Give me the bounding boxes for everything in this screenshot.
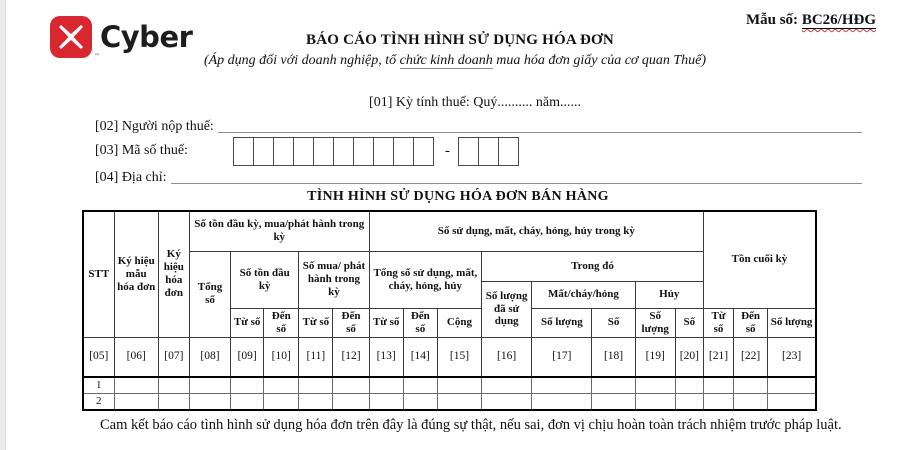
taxcode-box[interactable]	[273, 137, 294, 166]
col-header-tu-so: Từ số	[299, 308, 333, 337]
taxcode-box[interactable]	[353, 137, 374, 166]
taxcode-branch-box[interactable]	[478, 137, 499, 166]
empty-cell[interactable]	[231, 393, 264, 409]
subtitle-prefix: (Áp dụng đối với doanh nghiệp, tổ	[203, 53, 400, 68]
ref-number: [07]	[158, 337, 189, 377]
taxcode-box[interactable]	[333, 137, 354, 166]
ref-number: [23]	[768, 337, 816, 377]
col-header-tu-so: Từ số	[231, 308, 264, 337]
table-title: TÌNH HÌNH SỬ DỤNG HÓA ĐƠN BÁN HÀNG	[307, 189, 609, 204]
col-header-so: Số	[592, 308, 635, 337]
col-header-den-so: Đến số	[264, 308, 299, 337]
group-header-ton-dau-ky: Số tồn đầu kỳ, mua/phát hành trong kỳ	[189, 211, 369, 251]
empty-cell[interactable]	[158, 393, 189, 409]
taxcode-box[interactable]	[373, 137, 394, 166]
ref-number: [17]	[532, 337, 592, 377]
empty-cell[interactable]	[532, 377, 592, 393]
taxcode-box[interactable]	[413, 137, 434, 166]
empty-cell[interactable]	[369, 377, 403, 393]
empty-cell[interactable]	[114, 377, 158, 393]
document-subtitle	[0, 53, 900, 69]
empty-cell[interactable]	[734, 393, 768, 409]
table-row	[83, 377, 816, 393]
col-header-den-so: Đến số	[333, 308, 369, 337]
row-number: 2	[83, 393, 114, 409]
ref-number: [05]	[83, 337, 114, 377]
empty-cell[interactable]	[675, 393, 703, 409]
ref-number: [09]	[231, 337, 264, 377]
ref-number: [21]	[703, 337, 733, 377]
col-header-tu-so: Từ số	[703, 308, 733, 337]
ref-number: [16]	[482, 337, 532, 377]
empty-cell[interactable]	[703, 393, 733, 409]
form-code	[746, 12, 876, 29]
col-header-cong: Cộng	[437, 308, 481, 337]
ref-number: [20]	[675, 337, 703, 377]
ref-number: [22]	[734, 337, 768, 377]
empty-cell[interactable]	[369, 393, 403, 409]
col-header-tu-so: Từ số	[369, 308, 403, 337]
ref-number: [11]	[299, 337, 333, 377]
empty-cell[interactable]	[264, 377, 299, 393]
empty-cell[interactable]	[264, 393, 299, 409]
ref-number: [14]	[403, 337, 437, 377]
taxcode-box[interactable]	[253, 137, 274, 166]
empty-cell[interactable]	[482, 377, 532, 393]
field-period: [01] Kỳ tính thuế: Quý.......... năm......	[369, 95, 581, 110]
group-header-mat-chay-hong: Mất/cháy/hỏng	[532, 281, 635, 308]
reference-number-row	[83, 337, 816, 377]
row-number: 1	[83, 377, 114, 393]
address-label: [04] Địa chỉ:	[95, 170, 167, 185]
ref-number: [19]	[635, 337, 675, 377]
taxcode-boxes	[233, 137, 518, 166]
empty-cell[interactable]	[231, 377, 264, 393]
empty-cell[interactable]	[114, 393, 158, 409]
empty-cell[interactable]	[592, 377, 635, 393]
ref-number: [18]	[592, 337, 635, 377]
brand-name: Cyber	[100, 20, 193, 54]
empty-cell[interactable]	[437, 377, 481, 393]
empty-cell[interactable]	[635, 377, 675, 393]
empty-cell[interactable]	[189, 393, 230, 409]
taxcode-box[interactable]	[313, 137, 334, 166]
trademark-symbol: ™	[94, 53, 100, 60]
empty-cell[interactable]	[635, 393, 675, 409]
group-header-so-ton-dau-ky: Số tồn đầu kỳ	[231, 251, 299, 308]
form-code-label: Mẫu số:	[745, 12, 799, 28]
empty-cell[interactable]	[158, 377, 189, 393]
taxcode-box[interactable]	[293, 137, 314, 166]
col-header-so-luong-da-su-dung: Số lượng đã sử dụng	[482, 281, 532, 337]
empty-cell[interactable]	[189, 377, 230, 393]
empty-cell[interactable]	[333, 393, 369, 409]
taxpayer-fill-line[interactable]	[218, 119, 862, 133]
group-header-su-dung-trong-ky: Số sử dụng, mất, cháy, hỏng, hủy trong kỳ	[369, 211, 703, 251]
taxpayer-label: [02] Người nộp thuế:	[95, 119, 214, 134]
subtitle-suffix: mua hóa đơn giấy của cơ quan Thuế)	[492, 53, 707, 68]
col-header-den-so: Đến số	[403, 308, 437, 337]
form-code-value: BC26/HĐG	[801, 12, 876, 28]
ref-number: [15]	[437, 337, 481, 377]
ref-number: [13]	[369, 337, 403, 377]
empty-cell[interactable]	[403, 377, 437, 393]
field-address	[95, 170, 862, 186]
field-taxpayer	[95, 119, 862, 135]
col-header-ky-hieu-hoa-don: Ký hiệu hóa đơn	[158, 211, 189, 337]
col-header-so-luong: Số lượng	[532, 308, 592, 337]
col-header-tong-so: Tổng số	[189, 251, 230, 337]
empty-cell[interactable]	[299, 393, 333, 409]
ref-number: [10]	[264, 337, 299, 377]
group-header-ton-cuoi-ky: Tồn cuối kỳ	[703, 211, 816, 308]
taxcode-separator: -	[445, 143, 450, 159]
group-header-so-mua-phat-hanh: Số mua/ phát hành trong kỳ	[299, 251, 369, 308]
address-fill-line[interactable]	[171, 170, 862, 184]
field-taxcode	[95, 143, 192, 159]
taxcode-branch-box[interactable]	[498, 137, 519, 166]
empty-cell[interactable]	[333, 377, 369, 393]
ref-number: [12]	[333, 337, 369, 377]
empty-cell[interactable]	[675, 377, 703, 393]
col-header-so-luong: Số lượng	[635, 308, 675, 337]
taxcode-box[interactable]	[233, 137, 254, 166]
empty-cell[interactable]	[532, 393, 592, 409]
taxcode-branch-box[interactable]	[458, 137, 479, 166]
document-title: BÁO CÁO TÌNH HÌNH SỬ DỤNG HÓA ĐƠN	[306, 32, 614, 48]
empty-cell[interactable]	[403, 393, 437, 409]
group-header-huy: Hủy	[635, 281, 703, 308]
col-header-den-so: Đến số	[734, 308, 768, 337]
empty-cell[interactable]	[299, 377, 333, 393]
group-header-trong-do: Trong đó	[482, 251, 704, 281]
invoice-usage-table	[82, 210, 817, 411]
taxcode-label: [03] Mã số thuế:	[95, 143, 188, 158]
empty-cell[interactable]	[437, 393, 481, 409]
subtitle-underlined-segment: chức kinh doanh	[399, 53, 493, 68]
ref-number: [08]	[189, 337, 230, 377]
group-header-tong-so-su-dung: Tổng số sử dụng, mất, cháy, hỏng, hủy	[369, 251, 481, 308]
ref-number: [06]	[114, 337, 158, 377]
col-header-so-luong: Số lượng	[768, 308, 816, 337]
taxcode-box[interactable]	[393, 137, 414, 166]
col-header-stt: STT	[83, 211, 114, 337]
empty-cell[interactable]	[768, 377, 816, 393]
commitment-statement: Cam kết báo cáo tình hình sử dụng hóa đơn trên đây là đúng sự thật, nếu sai, đơn vị chịu hoàn toàn trách nhiệm trước pháp luật.	[100, 417, 842, 433]
empty-cell[interactable]	[734, 377, 768, 393]
empty-cell[interactable]	[768, 393, 816, 409]
table-row	[83, 393, 816, 409]
col-header-ky-hieu-mau: Ký hiệu mẫu hóa đơn	[114, 211, 158, 337]
empty-cell[interactable]	[703, 377, 733, 393]
empty-cell[interactable]	[592, 393, 635, 409]
col-header-so: Số	[675, 308, 703, 337]
empty-cell[interactable]	[482, 393, 532, 409]
